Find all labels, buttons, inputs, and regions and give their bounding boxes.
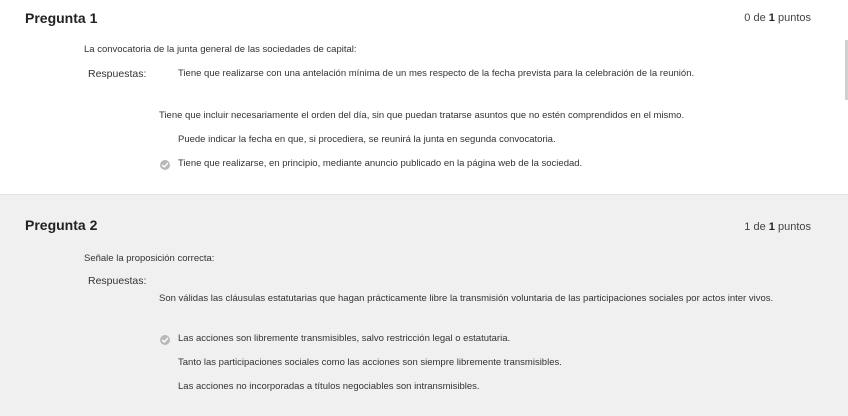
answer-option: Puede indicar la fecha en que, si procediera, se reunirá la junta en segunda convocatoria.: [178, 134, 556, 145]
answer-option: Las acciones no incorporadas a títulos negociables son intransmisibles.: [178, 381, 480, 392]
score-earned: 1: [744, 221, 751, 233]
question-score: [744, 221, 811, 233]
check-circle-icon: [160, 160, 170, 170]
question-prompt: Señale la proposición correcta:: [84, 253, 215, 264]
question-prompt: La convocatoria de la junta general de las sociedades de capital:: [84, 44, 357, 55]
score-total: 1: [768, 221, 775, 233]
answer-option-correct: Las acciones son libremente transmisibles, salvo restricción legal o estatutaria.: [178, 333, 511, 344]
answer-option: Son válidas las cláusulas estatutarias que hagan prácticamente libre la transmisión voluntaria de las participaciones sociales por actos inter vivos.: [159, 293, 774, 304]
question-score: [744, 12, 811, 24]
score-earned: 0: [744, 12, 751, 24]
question-title: Pregunta 1: [25, 10, 98, 26]
score-of: de: [753, 12, 766, 24]
question-1: [0, 0, 848, 192]
answer-option: Tanto las participaciones sociales como las acciones son siempre libremente transmisibles.: [178, 357, 562, 368]
question-title: Pregunta 2: [25, 217, 98, 233]
answer-option: Tiene que realizarse con una antelación mínima de un mes respecto de la fecha prevista para la celebración de la reunión.: [178, 68, 695, 79]
check-circle-icon: [160, 335, 170, 345]
answer-option: Tiene que incluir necesariamente el orden del día, sin que puedan tratarse asuntos que no estén comprendidos en el mismo.: [159, 110, 685, 121]
answers-label: Respuestas:: [88, 68, 147, 80]
score-unit: puntos: [777, 12, 811, 24]
question-2: [0, 194, 848, 416]
score-total: 1: [768, 12, 775, 24]
answer-option-correct: Tiene que realizarse, en principio, mediante anuncio publicado en la página web de la sociedad.: [178, 158, 583, 169]
score-unit: puntos: [777, 221, 811, 233]
score-of: de: [753, 221, 766, 233]
answers-label: Respuestas:: [88, 275, 147, 287]
